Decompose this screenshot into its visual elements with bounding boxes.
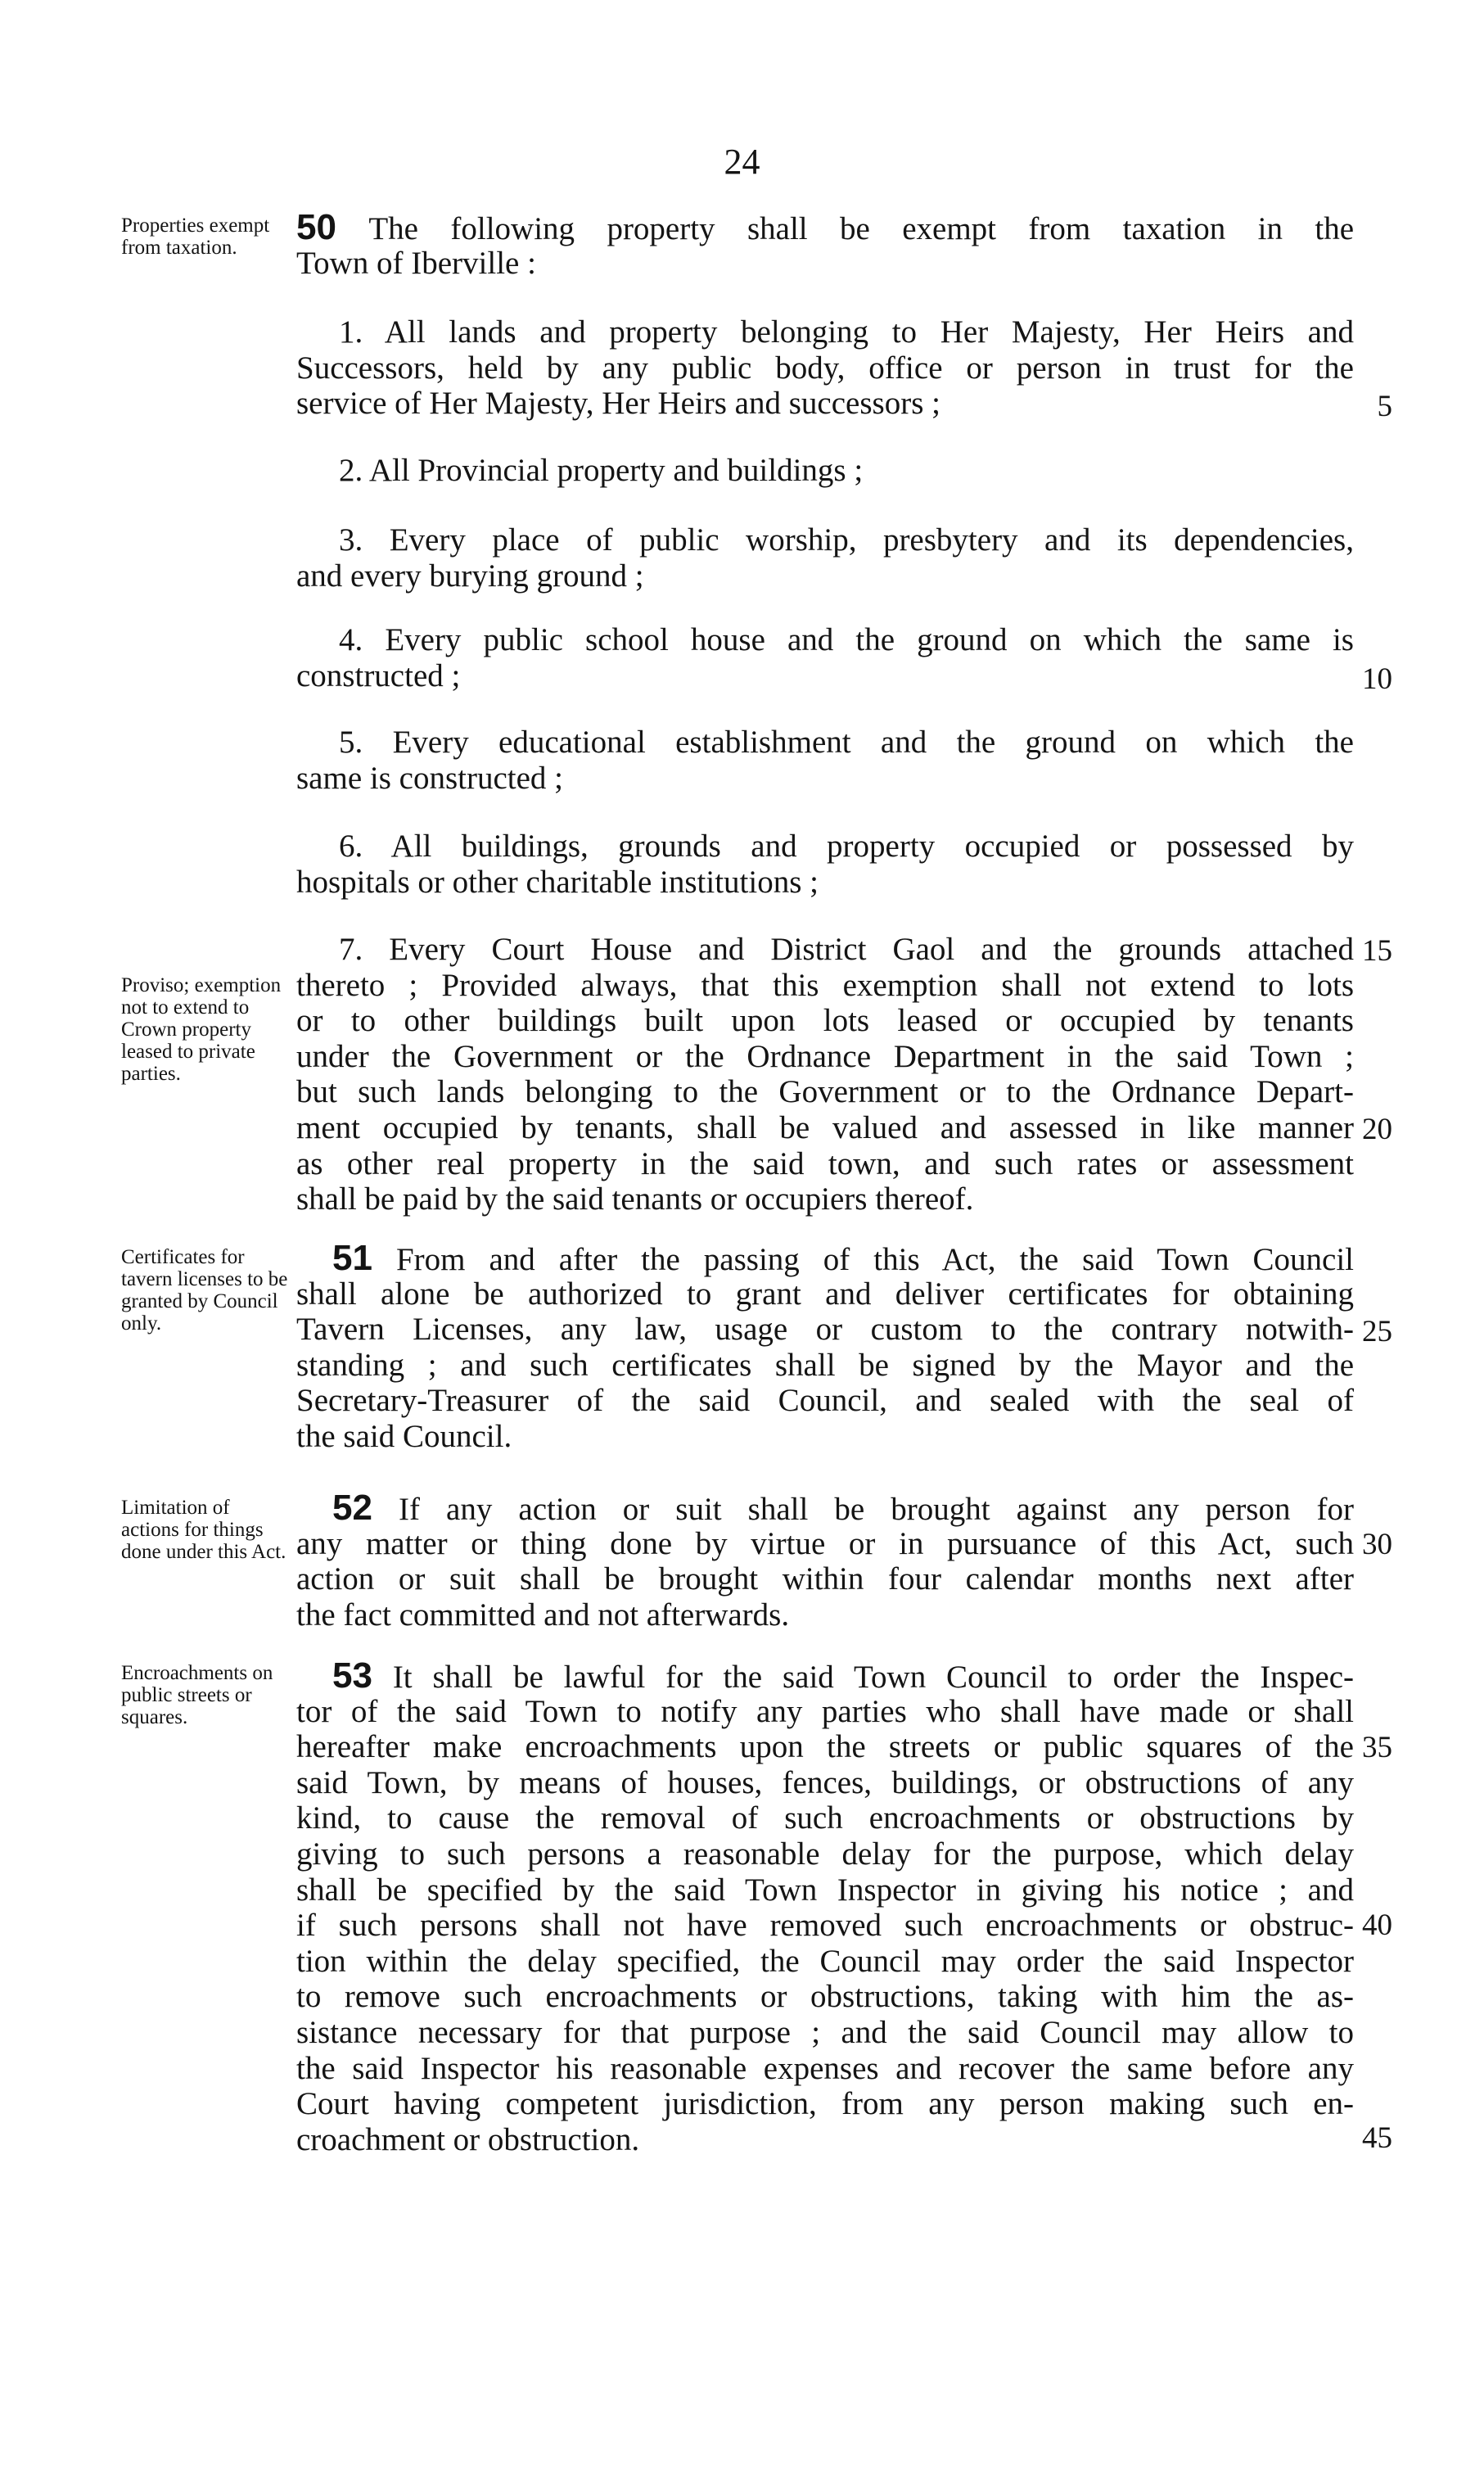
margin-note-properties-exempt: Properties exempt from taxation. <box>121 215 270 259</box>
section-53-line-7: shall be specified by the said Town Inspector in giving his notice ; and <box>296 1872 1354 1908</box>
item-4-line-1: 4. Every public school house and the ground on which the same is <box>339 622 1354 657</box>
line-number-45: 45 <box>1362 2121 1392 2155</box>
section-50-item-5 <box>296 725 1354 796</box>
section-50-item-4 <box>296 622 1354 693</box>
item-2-line-1: 2. All Provincial property and buildings ; <box>339 453 864 488</box>
section-53-line-8: if such persons shall not have removed such encroachments or obstruc- <box>296 1908 1354 1944</box>
item-7-line-5: but such lands belonging to the Government or to the Ordnance Depart- <box>296 1074 1354 1110</box>
section-51-line-5: Secretary-Treasurer of the said Council, and sealed with the seal of <box>296 1383 1354 1419</box>
section-52-number: 52 <box>332 1488 372 1528</box>
section-50-item-6 <box>296 829 1354 900</box>
section-53-line-13: Court having competent jurisdiction, from any person making such en- <box>296 2086 1354 2122</box>
section-53-line-14: croachment or obstruction. <box>296 2121 640 2157</box>
line-number-40: 40 <box>1362 1908 1392 1942</box>
section-52-text-1: If any action or suit shall be brought against any person for <box>399 1492 1355 1527</box>
line-number-10: 10 <box>1362 662 1392 696</box>
item-7-line-4: under the Government or the Ordnance Department in the said Town ; <box>296 1038 1354 1074</box>
section-53-line-10: to remove such encroachments or obstructions, taking with him the as- <box>296 1979 1354 2015</box>
section-53-line-4: said Town, by means of houses, fences, buildings, or obstructions of any <box>296 1764 1354 1800</box>
item-1-line-2: Successors, held by any public body, office or person in trust for the <box>296 350 1354 386</box>
item-1-line-1: 1. All lands and property belonging to Her Majesty, Her Heirs and <box>339 314 1354 350</box>
section-52 <box>296 1490 1354 1633</box>
section-50-intro <box>296 207 1355 281</box>
section-52-line-3: action or suit shall be brought within four calendar months next after <box>296 1561 1354 1597</box>
section-51-text-1: From and after the passing of this Act, the said Town Council <box>395 1242 1355 1277</box>
section-51-line-2: shall alone be authorized to grant and deliver certificates for obtaining <box>296 1276 1354 1312</box>
item-5-line-2: same is constructed ; <box>296 760 563 796</box>
line-number-25: 25 <box>1362 1315 1392 1348</box>
section-53-number: 53 <box>332 1655 372 1696</box>
section-53-line-3: hereafter make encroachments upon the streets or public squares of the <box>296 1729 1354 1765</box>
item-5-line-1: 5. Every educational establishment and the ground on which the <box>339 725 1354 760</box>
section-53-line-1 <box>296 1655 1354 1696</box>
margin-note-encroachments: Encroachments on public streets or squares. <box>121 1662 273 1728</box>
line-number-30: 30 <box>1362 1528 1392 1561</box>
section-53-line-5: kind, to cause the removal of such encroachments or obstructions by <box>296 1800 1354 1836</box>
section-52-line-2: any matter or thing done by virtue or in pursuance of this Act, such <box>296 1525 1354 1561</box>
section-50-intro-text-1: The following property shall be exempt from taxation in the <box>368 211 1355 246</box>
margin-note-proviso: Proviso; exemption not to extend to Crown property leased to private parties. <box>121 974 282 1085</box>
item-7-line-8: shall be paid by the said tenants or occupiers thereof. <box>296 1181 974 1217</box>
section-51-line-4: standing ; and such certificates shall be signed by the Mayor and the <box>296 1347 1354 1383</box>
margin-note-tavern-licenses: Certificates for tavern licenses to be granted by Council only. <box>121 1246 288 1335</box>
item-1-line-3: service of Her Majesty, Her Heirs and successors ; <box>296 386 940 422</box>
section-50-intro-line-2: Town of Iberville : <box>296 245 536 281</box>
section-53-line-9: tion within the delay specified, the Council may order the said Inspector <box>296 1943 1354 1979</box>
item-6-line-1: 6. All buildings, grounds and property occupied or possessed by <box>339 829 1354 864</box>
section-53-line-12: the said Inspector his reasonable expenses and recover the same before any <box>296 2050 1354 2086</box>
item-3-line-2: and every burying ground ; <box>296 558 644 594</box>
section-50-number: 50 <box>296 207 336 247</box>
section-50-item-3 <box>296 522 1354 594</box>
section-53-text-1: It shall be lawful for the said Town Council to order the Inspec- <box>392 1660 1354 1695</box>
section-50-item-7 <box>296 932 1354 1217</box>
line-number-20: 20 <box>1362 1113 1392 1146</box>
section-51-number: 51 <box>332 1238 372 1278</box>
line-number-35: 35 <box>1362 1731 1392 1764</box>
margin-note-limitation-of-actions: Limitation of actions for things done under this Act. <box>121 1497 286 1563</box>
item-7-line-1: 7. Every Court House and District Gaol and the grounds attached <box>339 932 1354 967</box>
section-51-line-1 <box>296 1240 1354 1276</box>
section-52-line-4: the fact committed and not afterwards. <box>296 1597 790 1633</box>
line-number-5: 5 <box>1377 390 1392 423</box>
section-50-item-1 <box>296 314 1354 422</box>
line-number-15: 15 <box>1362 934 1392 968</box>
section-51 <box>296 1240 1354 1455</box>
section-52-line-1 <box>296 1490 1354 1526</box>
section-53-line-11: sistance necessary for that purpose ; and the said Council may allow to <box>296 2014 1354 2050</box>
item-3-line-1: 3. Every place of public worship, presbytery and its dependencies, <box>339 522 1354 558</box>
section-51-line-6: the said Council. <box>296 1418 512 1454</box>
item-7-line-6: ment occupied by tenants, shall be valued and assessed in like manner <box>296 1109 1354 1145</box>
item-6-line-2: hospitals or other charitable institutions ; <box>296 864 819 900</box>
page-number: 24 <box>724 142 760 182</box>
section-50-intro-line-1 <box>296 207 1355 247</box>
item-7-line-3: or to other buildings built upon lots leased or occupied by tenants <box>296 1003 1354 1039</box>
item-4-line-2: constructed ; <box>296 657 461 693</box>
section-53-line-6: giving to such persons a reasonable delay for the purpose, which delay <box>296 1836 1354 1872</box>
section-51-line-3: Tavern Licenses, any law, usage or custom to the contrary notwith- <box>296 1312 1354 1348</box>
item-7-line-7: as other real property in the said town, and such rates or assessment <box>296 1145 1354 1181</box>
section-50-item-2 <box>296 453 1354 489</box>
item-7-line-2: thereto ; Provided always, that this exemption shall not extend to lots <box>296 967 1354 1003</box>
section-53 <box>296 1655 1354 2157</box>
section-53-line-2: tor of the said Town to notify any parties who shall have made or shall <box>296 1693 1354 1729</box>
